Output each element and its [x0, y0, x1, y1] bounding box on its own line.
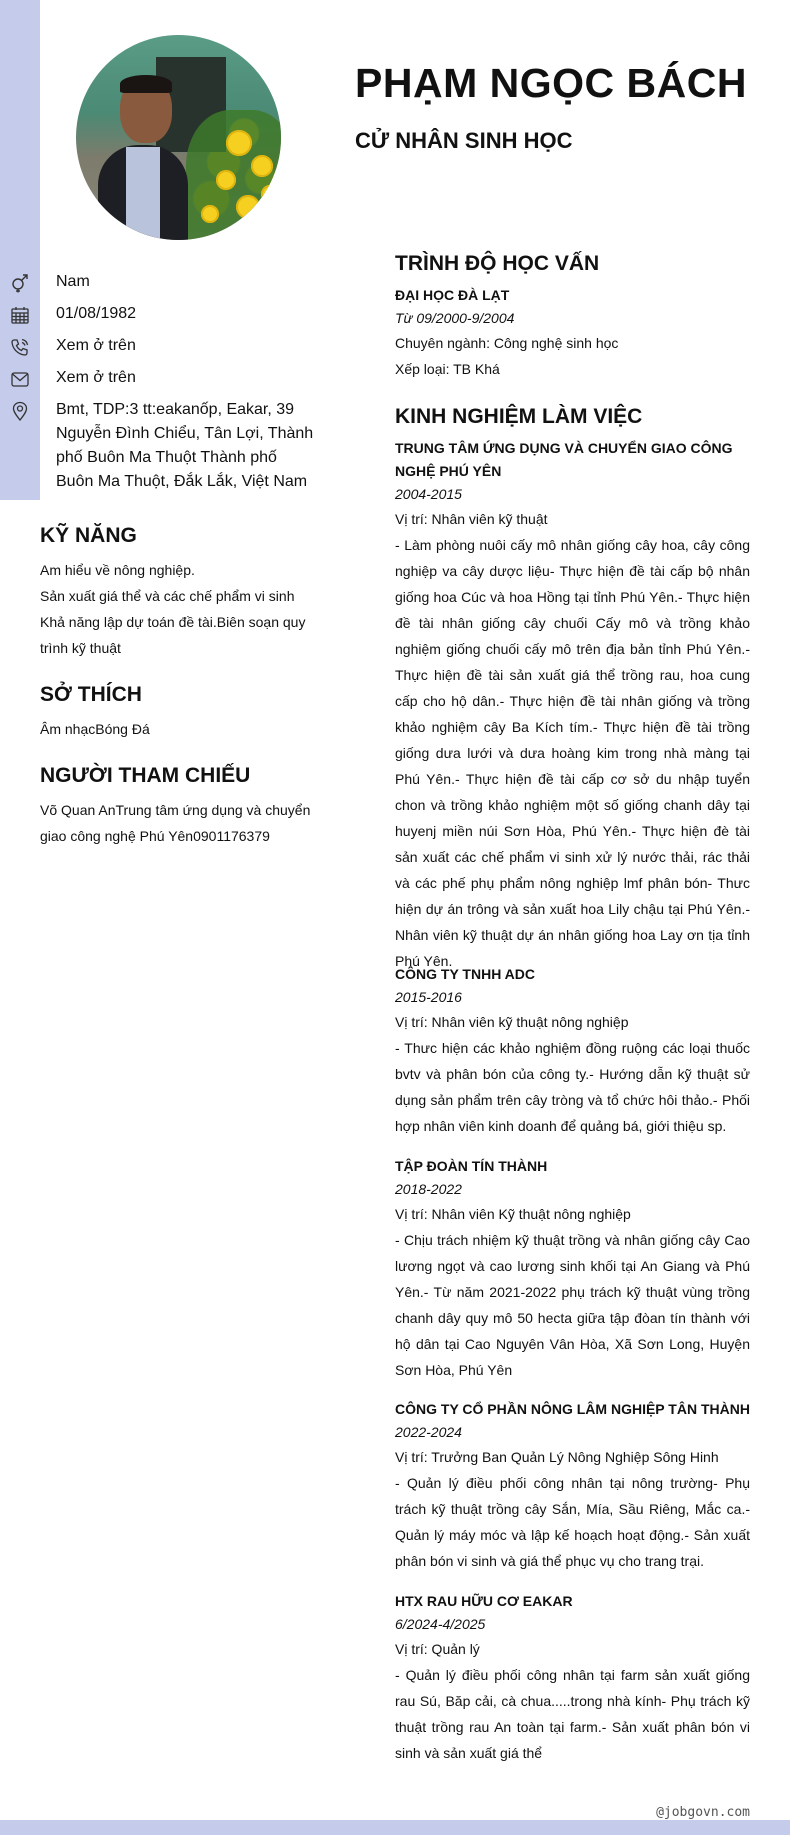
- job-position: Vị trí: Nhân viên kỹ thuật: [395, 511, 548, 527]
- contact-email: Xem ở trên: [56, 369, 136, 386]
- education-school: ĐẠI HỌC ĐÀ LẠT: [395, 287, 510, 303]
- job-dates: 6/2024-4/2025: [395, 1616, 486, 1632]
- job-position: Vị trí: Quản lý: [395, 1641, 480, 1657]
- job-organization: CÔNG TY TNHH ADC: [395, 966, 535, 982]
- experience-entry: [395, 963, 750, 1139]
- contact-email-row: [0, 366, 316, 390]
- job-dates: 2022-2024: [395, 1424, 462, 1440]
- job-description: - Chịu trách nhiệm kỹ thuật trồng và nhân giống cây Cao lương ngọt và cao lương sinh khối tại An Giang và Phú Yên.- Từ năm 2021-2022 phụ trách kỹ thuật vùng trồng chanh dây quy mô 50 hecta giữa tập đòan tín thành với hộ dân tại Cao Nguyên Vân Hòa, Xã Sơn Long, Huyện Sơn Hòa, Phú Yên: [395, 1232, 750, 1378]
- photo-flower: [226, 130, 252, 156]
- job-position: Vị trí: Nhân viên kỹ thuật nông nghiệp: [395, 1014, 629, 1030]
- education-entry: [395, 284, 750, 382]
- job-position: Vị trí: Trưởng Ban Quản Lý Nông Nghiệp Sông Hinh: [395, 1449, 719, 1465]
- contact-birthday-row: [0, 302, 316, 326]
- contact-phone-row: [0, 334, 316, 358]
- skills-text: Am hiểu về nông nghiệp. Sản xuất giá thể và các chế phẩm vi sinh Khả năng lập dự toán đề tài.Biên soạn quy trình kỹ thuật: [40, 562, 306, 656]
- photo-flower: [201, 205, 219, 223]
- job-dates: 2018-2022: [395, 1181, 462, 1197]
- experience-entry: [395, 1590, 750, 1766]
- job-dates: 2004-2015: [395, 486, 462, 502]
- site-watermark: @jobgovn.com: [656, 1805, 750, 1820]
- education-major: Chuyên ngành: Công nghệ sinh học: [395, 335, 619, 351]
- experience-entry: [395, 1398, 750, 1574]
- experience-heading: KINH NGHIỆM LÀM VIỆC: [395, 405, 643, 428]
- contact-gender-row: [0, 270, 316, 294]
- contact-address: Bmt, TDP:3 tt:eakanốp, Eakar, 39 Nguyễn Đình Chiểu, Tân Lợi, Thành phố Buôn Ma Thuột Thành phố Buôn Ma Thuột, Đắk Lắk, Việt Nam: [56, 401, 314, 490]
- experience-entry: [395, 1155, 750, 1383]
- profile-photo: [76, 35, 281, 240]
- candidate-title: CỬ NHÂN SINH HỌC: [355, 128, 573, 153]
- photo-person-shirt: [126, 147, 160, 240]
- contact-birthday: 01/08/1982: [56, 305, 137, 322]
- job-description: - Thưc hiện các khảo nghiệm đồng ruộng các loại thuốc bvtv và phân bón của công ty.- Hướng dẫn kỹ thuật sử dụng sản phẩm trên cây tròng và tổ chức hôi thảo.- Phối hợp nhân viên kinh doanh để quảng bá, giới thiệu sp.: [395, 1040, 750, 1134]
- phone-icon: [0, 334, 40, 357]
- photo-flower: [251, 155, 273, 177]
- job-position: Vị trí: Nhân viên Kỹ thuật nông nghiệp: [395, 1206, 631, 1222]
- job-description: - Quản lý điều phối công nhân tại farm sản xuất giống rau Sú, Băp cải, cà chua.....trong nhà kính- Phụ trách kỹ thuật trồng rau An toàn tại farm.- Sản xuất phân bón vi sinh và sản xuất giá thể: [395, 1667, 750, 1761]
- candidate-name: PHẠM NGỌC BÁCH: [355, 60, 747, 106]
- contact-address-row: [0, 398, 316, 494]
- job-organization: TẬP ĐOÀN TÍN THÀNH: [395, 1158, 548, 1174]
- hobbies-text: Âm nhạcBóng Đá: [40, 721, 150, 737]
- location-icon: [0, 398, 40, 421]
- photo-flower: [216, 170, 236, 190]
- education-dates: Từ 09/2000-9/2004: [395, 310, 515, 326]
- job-dates: 2015-2016: [395, 989, 462, 1005]
- experience-entry: [395, 437, 750, 974]
- gender-icon: [0, 270, 40, 293]
- job-description: - Quản lý điều phối công nhân tại nông trường- Phụ trách kỹ thuật trồng cây Sắn, Mía, Sầu Riêng, Mắc ca.- Quản lý máy móc và lập kế hoạch hoạt động.- Sản xuất phân bón vi sinh và giá thể phục vụ cho trang trại.: [395, 1475, 750, 1569]
- job-organization: TRUNG TÂM ỨNG DỤNG VÀ CHUYỂN GIAO CÔNG NGHỆ PHÚ YÊN: [395, 440, 733, 479]
- contact-gender: Nam: [56, 273, 90, 290]
- hobbies-heading: SỞ THÍCH: [40, 683, 142, 706]
- education-heading: TRÌNH ĐỘ HỌC VẤN: [395, 252, 600, 275]
- footer-accent-bar: [0, 1820, 790, 1835]
- references-text: Võ Quan AnTrung tâm ứng dụng và chuyển giao công nghệ Phú Yên0901176379: [40, 802, 311, 844]
- job-organization: CÔNG TY CỔ PHẦN NÔNG LÂM NGHIỆP TÂN THÀNH: [395, 1401, 750, 1417]
- calendar-icon: [0, 302, 40, 325]
- contact-phone: Xem ở trên: [56, 337, 136, 354]
- photo-person-hair: [120, 75, 172, 93]
- photo-flower: [236, 195, 260, 219]
- skills-heading: KỸ NĂNG: [40, 524, 137, 547]
- job-description: - Làm phòng nuôi cấy mô nhân giống cây hoa, cây công nghiệp va cây dược liệu- Thực hiện đề tài cấp bộ nhân giống hoa Cúc và hoa Hồng tại tỉnh Phú Yên.- Thực hiện đề tài nhân giống cây chuối Cấy mô và trồng khảo nghiệm giống chuối cấy mô trên địa bản tỉnh Phú Yên.- Thực hiện đề tài sản xuất giá thể trồng rau, hoa cung cấp cho hộ dân.- Thực hiện đề tài nhân giống và trồng khảo nghiệm cây Ba Kích tím.- Thực hiện đề tài trồng giống dưa lưới và dưa hoàng kim trong nhà màng tại Phú Yên.- Thực hiện đề tài cấp cơ sở du nhập tuyển chon và trồng khảo nghiệm một số giống chanh dây tại huyenj miền núi Sơn Hòa, Phú Yên.- Thực hiện đè tài sản xuất các chế phẩm vi sinh xử lý nước thải, rác thải và các phế phụ phẩm nông nghiệp lmf phân bón- Thưc hiện dự án trông và sản xuất hoa Lily chậu tại Phú Yên.- Nhân viên kỹ thuật dự án nhân giống hoa Lay ơn tịa tỉnh Phú Yên.: [395, 537, 750, 969]
- job-organization: HTX RAU HỮU CƠ EAKAR: [395, 1593, 573, 1609]
- references-heading: NGƯỜI THAM CHIẾU: [40, 764, 251, 787]
- education-grade: Xếp loại: TB Khá: [395, 361, 500, 377]
- photo-flower: [261, 185, 279, 203]
- mail-icon: [0, 366, 40, 389]
